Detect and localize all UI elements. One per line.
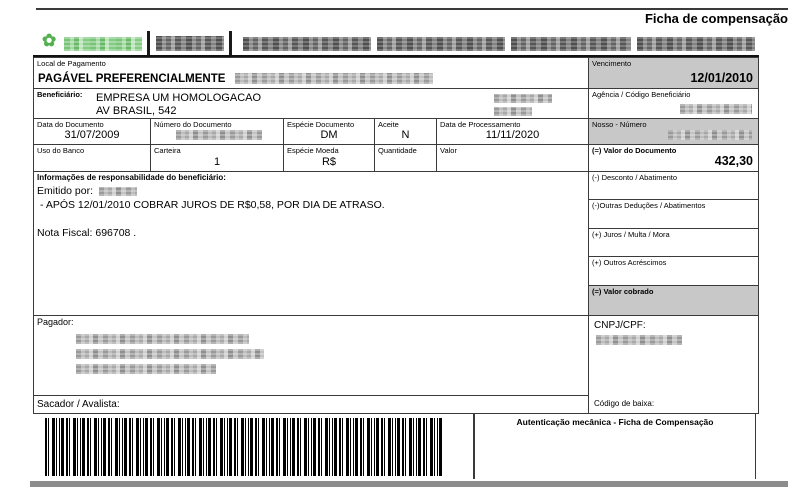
beneficiario-label: Beneficiário: xyxy=(37,90,83,99)
field-aceite xyxy=(374,118,437,145)
field-pagador xyxy=(33,315,589,396)
field-outras-deducoes xyxy=(588,199,759,229)
redacted-bank-logo-text xyxy=(64,37,142,51)
especie-moeda-label: Espécie Moeda xyxy=(287,146,339,155)
pagador-label: Pagador: xyxy=(37,317,74,327)
redacted-emitido-por xyxy=(99,187,137,196)
top-rule xyxy=(36,8,788,10)
local-pagamento-value: PAGÁVEL PREFERENCIALMENTE xyxy=(38,73,226,85)
nosso-numero-label: Nosso - Número xyxy=(592,120,647,129)
bank-code-right-bar xyxy=(229,31,232,57)
bank-code-left-bar xyxy=(147,31,150,57)
redacted-digitable-line-4 xyxy=(637,37,755,51)
field-sacador-avalista xyxy=(33,395,589,414)
numero-documento-label: Número do Documento xyxy=(154,120,232,129)
valor-documento-value: 432,30 xyxy=(714,154,753,168)
cnpj-cpf-label: CNPJ/CPF: xyxy=(594,320,646,331)
data-documento-label: Data do Documento xyxy=(37,120,104,129)
juros-multa-label: (+) Juros / Multa / Mora xyxy=(592,230,670,239)
carteira-value: 1 xyxy=(213,156,221,168)
sacador-avalista-label: Sacador / Avalista: xyxy=(37,399,120,410)
barcode xyxy=(45,418,443,476)
field-cnpj-cpf xyxy=(588,315,759,414)
field-valor-cobrado xyxy=(588,285,759,316)
informacoes-label: Informações de responsabilidade do beneficiário: xyxy=(37,173,226,182)
redacted-digitable-line-1 xyxy=(243,37,371,51)
agencia-codigo-label: Agência / Código Beneficiário xyxy=(592,90,691,99)
field-data-processamento xyxy=(436,118,589,145)
redacted-pagador-line-2 xyxy=(76,349,264,359)
page-title: Ficha de compensação xyxy=(644,11,788,26)
uso-banco-label: Uso do Banco xyxy=(37,146,85,155)
field-uso-banco xyxy=(33,144,151,172)
desconto-label: (-) Desconto / Abatimento xyxy=(592,173,678,182)
field-local-pagamento xyxy=(33,57,589,89)
aceite-label: Aceite xyxy=(378,120,399,129)
field-desconto xyxy=(588,171,759,200)
field-valor xyxy=(436,144,589,172)
bank-logo-icon: ✿ xyxy=(42,31,57,50)
aceite-value: N xyxy=(401,129,410,141)
field-vencimento xyxy=(588,57,759,89)
field-data-documento xyxy=(33,118,151,145)
field-beneficiario xyxy=(33,88,589,119)
bottom-section xyxy=(33,413,756,479)
redacted-pagador-line-1 xyxy=(76,334,249,344)
redacted-local-pagamento-suffix xyxy=(235,73,433,84)
emitido-por-label: Emitido por: xyxy=(37,185,94,197)
field-valor-documento xyxy=(588,144,759,172)
especie-documento-value: DM xyxy=(320,129,338,141)
outros-acrescimos-label: (+) Outros Acréscimos xyxy=(592,258,667,267)
field-nosso-numero xyxy=(588,118,759,145)
field-informacoes-beneficiario xyxy=(33,171,589,316)
redacted-digitable-line-2 xyxy=(377,37,505,51)
instrucao-juros: - APÓS 12/01/2010 COBRAR JUROS DE R$0,58, POR DIA DE ATRASO. xyxy=(40,199,385,211)
especie-documento-label: Espécie Documento xyxy=(287,120,355,129)
beneficiario-name: EMPRESA UM HOMOLOGACAO xyxy=(96,92,262,104)
vencimento-value: 12/01/2010 xyxy=(690,71,753,85)
vencimento-label: Vencimento xyxy=(592,59,632,68)
autenticacao-label: Autenticação mecânica - Ficha de Compensação xyxy=(516,417,714,427)
beneficiario-address: AV BRASIL, 542 xyxy=(96,105,177,117)
valor-label: Valor xyxy=(440,146,457,155)
quantidade-label: Quantidade xyxy=(378,146,417,155)
data-processamento-label: Data de Processamento xyxy=(440,120,521,129)
outras-deducoes-label: (-)Outras Deduções / Abatimentos xyxy=(592,201,706,210)
redacted-pagador-line-3 xyxy=(76,364,216,374)
field-especie-moeda xyxy=(283,144,375,172)
codigo-baixa-label: Código de baixa: xyxy=(594,399,655,409)
redacted-digitable-line-3 xyxy=(511,37,631,51)
field-juros-multa xyxy=(588,228,759,257)
local-pagamento-label: Local de Pagamento xyxy=(37,59,106,68)
field-carteira xyxy=(150,144,284,172)
valor-cobrado-label: (=) Valor cobrado xyxy=(592,287,654,296)
field-numero-documento xyxy=(150,118,284,145)
redacted-nosso-numero xyxy=(668,130,752,140)
especie-moeda-value: R$ xyxy=(321,156,337,168)
bottom-gray-bar xyxy=(30,481,788,487)
field-agencia-codigo xyxy=(588,88,759,119)
redacted-beneficiario-doc-1 xyxy=(494,94,552,103)
data-documento-value: 31/07/2009 xyxy=(64,129,120,141)
field-outros-acrescimos xyxy=(588,256,759,286)
field-quantidade xyxy=(374,144,437,172)
redacted-beneficiario-doc-2 xyxy=(494,107,532,116)
redacted-cnpj-cpf xyxy=(596,335,682,345)
redacted-bank-code xyxy=(156,36,224,51)
field-especie-documento xyxy=(283,118,375,145)
redacted-numero-documento xyxy=(176,130,262,140)
nota-fiscal: Nota Fiscal: 696708 . xyxy=(37,227,137,239)
data-processamento-value: 11/11/2020 xyxy=(485,129,540,141)
valor-documento-label: (=) Valor do Documento xyxy=(592,146,677,155)
carteira-label: Carteira xyxy=(154,146,181,155)
redacted-agencia-codigo xyxy=(680,104,752,114)
